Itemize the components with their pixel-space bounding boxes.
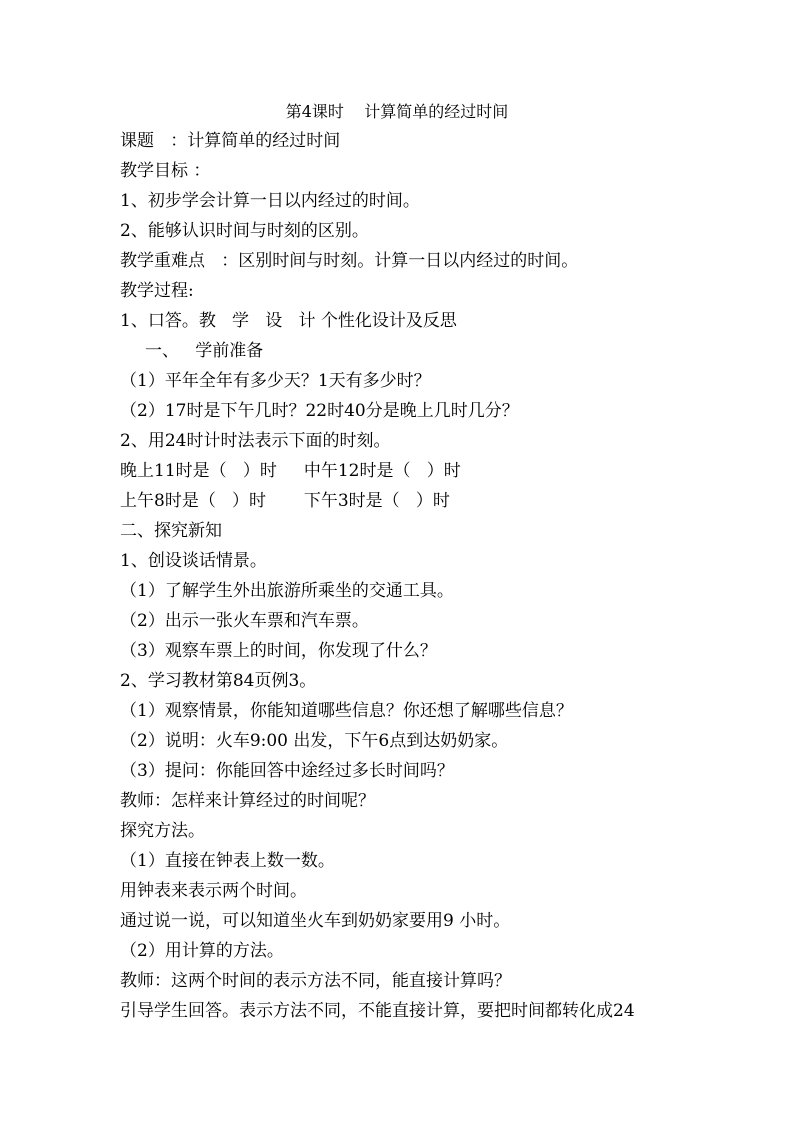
text-line-scenario-2: （2）出示一张火车票和汽车票。 <box>120 611 369 631</box>
text-line-scenario-3: （3）观察车票上的时间，你发现了什么？ <box>120 641 437 661</box>
text-line-textbook: 2、学习教材第84页例3。 <box>120 671 317 691</box>
text-line-methods: 探究方法。 <box>120 821 205 841</box>
text-line-goals-heading: 教学目标 ： <box>120 161 211 181</box>
lesson-body <box>120 126 700 1026</box>
text-line-section-2: 二、探究新知 <box>120 521 222 541</box>
text-line-fill-blank-2: 上午8时是（ ）时 下午3时是（ ）时 <box>120 491 450 511</box>
text-line-teacher-question: 教师：怎样来计算经过的时间呢？ <box>120 791 375 811</box>
text-line-textbook-3: （3）提问：你能回答中途经过多长时间吗？ <box>120 761 454 781</box>
text-line-question-1: （1）平年全年有多少天？1天有多少时？ <box>120 371 431 391</box>
text-line-oral-answer: 1、口答。教 学 设 计 个性化设计及反思 <box>120 311 457 331</box>
text-line-24h-task: 2、用24时计时法表示下面的时刻。 <box>120 431 391 451</box>
text-line-goal-1: 1、初步学会计算一日以内经过的时间。 <box>120 191 420 211</box>
text-line-scenario: 1、创设谈话情景。 <box>120 551 267 571</box>
text-line-textbook-1: （1）观察情景，你能知道哪些信息？你还想了解哪些信息？ <box>120 701 573 721</box>
text-line-method-1: （1）直接在钟表上数一数。 <box>120 851 335 871</box>
text-line-textbook-2: （2）说明：火车9:00 出发，下午6点到达奶奶家。 <box>120 731 509 751</box>
text-line-process-heading: 教学过程: <box>120 281 194 301</box>
text-line-question-2: （2）17时是下午几时？22时40分是晚上几时几分？ <box>120 401 519 421</box>
text-line-fill-blank-1: 晚上11时是（ ）时 中午12时是（ ）时 <box>120 461 461 481</box>
text-line-guidance: 引导学生回答。表示方法不同，不能直接计算，要把时间都转化成24 <box>120 1001 635 1021</box>
text-line-scenario-1: （1）了解学生外出旅游所乘坐的交通工具。 <box>120 581 454 601</box>
lesson-title: 第4课时 计算简单的经过时间 <box>285 102 509 121</box>
text-line-clock: 用钟表来表示两个时间。 <box>120 881 307 901</box>
text-line-result: 通过说一说，可以知道坐火车到奶奶家要用9 小时。 <box>120 911 511 931</box>
text-line-method-2: （2）用计算的方法。 <box>120 941 284 961</box>
text-line-key-points: 教学重难点 ：区别时间与时刻。计算一日以内经过的时间。 <box>120 251 579 271</box>
text-line-goal-2: 2、能够认识时间与时刻的区别。 <box>120 221 369 241</box>
text-line-teacher-question-2: 教师：这两个时间的表示方法不同，能直接计算吗？ <box>120 971 511 991</box>
text-line-section-1: 一、 学前准备 <box>145 341 264 361</box>
text-line-subject: 课题 ：计算简单的经过时间 <box>120 131 341 151</box>
